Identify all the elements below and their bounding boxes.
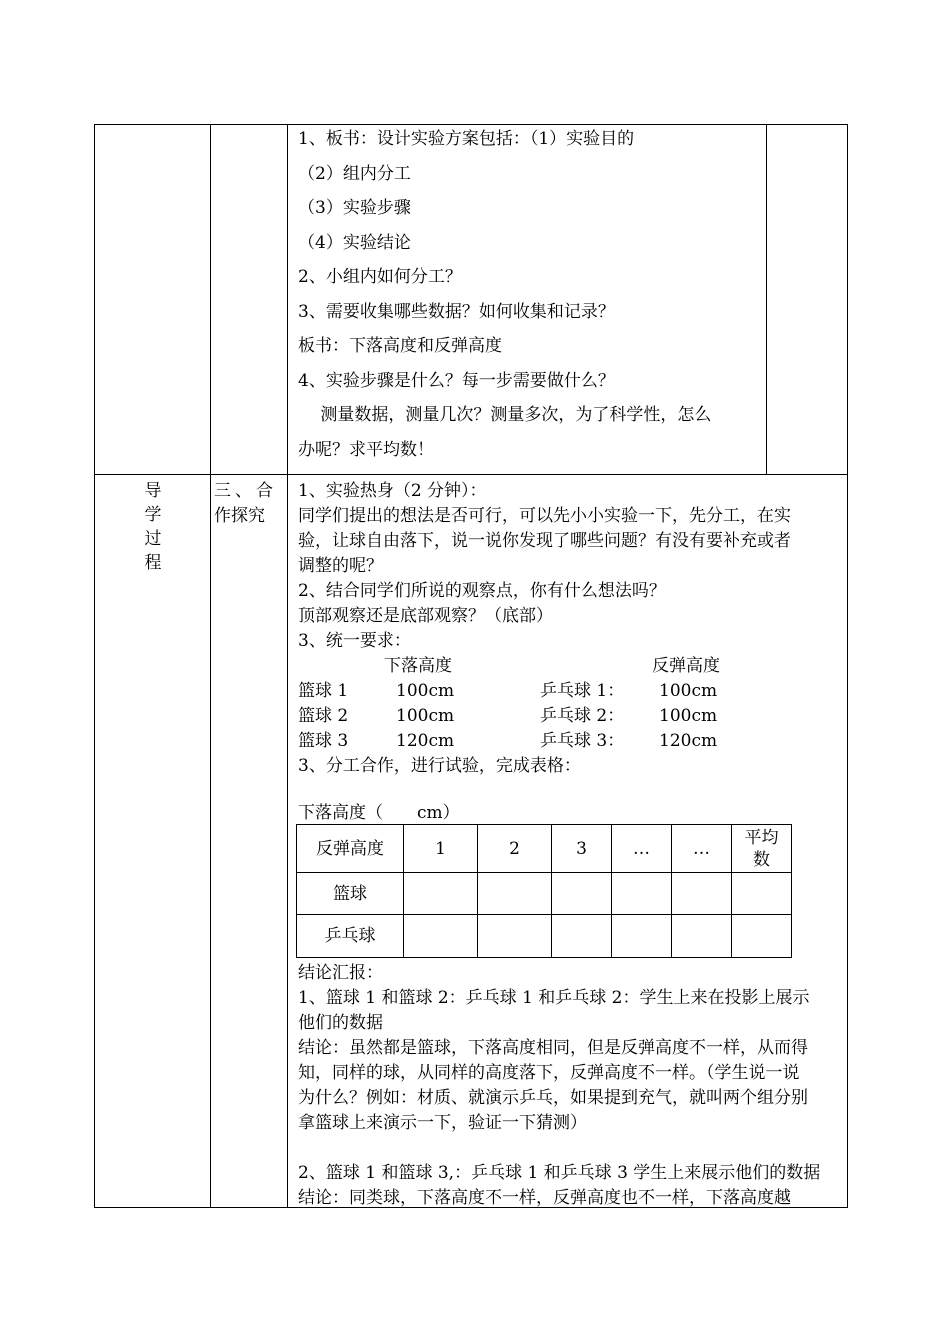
table-border-col3 bbox=[766, 124, 767, 474]
row1-line: 3、需要收集哪些数据？如何收集和记录？ bbox=[298, 301, 615, 322]
req-header-drop: 下落高度 bbox=[384, 656, 452, 676]
req-row-ball: 乒乓球 3： bbox=[540, 731, 625, 751]
table-cell bbox=[478, 873, 552, 915]
req-row-value: 100cm bbox=[396, 706, 455, 726]
average-label: 平均 bbox=[744, 827, 779, 848]
req-row-ball: 乒乓球 1： bbox=[540, 681, 625, 701]
results-table bbox=[296, 824, 792, 958]
intro-line: 1、实验热身（2 分钟）： bbox=[298, 481, 487, 501]
req-header-bounce: 反弹高度 bbox=[652, 656, 720, 676]
drop-height-label: 下落高度（ cm） bbox=[298, 803, 460, 823]
table-cell bbox=[552, 873, 612, 915]
table-cell bbox=[404, 873, 478, 915]
table-cell bbox=[612, 873, 672, 915]
conclusion-line: 结论：虽然都是篮球，下落高度相同，但是反弹高度不一样，从而得 bbox=[298, 1038, 808, 1058]
row1-line: 办呢？求平均数！ bbox=[298, 439, 434, 460]
stage-label-line: 作探究 bbox=[214, 506, 265, 526]
table-border-left bbox=[94, 124, 95, 1208]
section-label-char: 导 bbox=[144, 481, 162, 501]
row1-line: 1、板书：设计实验方案包括：（1）实验目的 bbox=[298, 129, 635, 149]
req-row-value: 120cm bbox=[396, 731, 455, 751]
intro-line: 3、统一要求： bbox=[298, 631, 411, 651]
intro-line: 顶部观察还是底部观察？（底部） bbox=[298, 606, 553, 626]
intro-line: 同学们提出的想法是否可行，可以先小小实验一下，先分工，在实 bbox=[298, 506, 791, 526]
table-cell bbox=[732, 873, 792, 915]
req-row-value: 100cm bbox=[659, 706, 718, 726]
row1-line: 板书：下落高度和反弹高度 bbox=[298, 336, 502, 356]
row2-intro bbox=[298, 479, 843, 654]
row1-line: 2、小组内如何分工？ bbox=[298, 267, 462, 287]
req-row-ball: 篮球 3 bbox=[298, 731, 349, 751]
row1-line: 测量数据，测量几次？测量多次，为了科学性，怎么 bbox=[298, 405, 712, 425]
section-label-char: 程 bbox=[144, 553, 162, 573]
table-cell bbox=[552, 915, 612, 958]
table-header-cell: … bbox=[612, 825, 672, 873]
stage-label bbox=[214, 479, 284, 529]
row1-line: （3）实验步骤 bbox=[298, 198, 411, 218]
conclusion-line bbox=[298, 1136, 843, 1161]
table-cell bbox=[478, 915, 552, 958]
conclusion-line: 拿篮球上来演示一下，验证一下猜测） bbox=[298, 1113, 587, 1133]
average-label: 数 bbox=[753, 849, 770, 870]
conclusion-line: 结论：同类球，下落高度不一样，反弹高度也不一样，下落高度越 bbox=[298, 1188, 791, 1208]
conclusion-line: 为什么？例如：材质、就演示乒乓，如果提到充气，就叫两个组分别 bbox=[298, 1088, 808, 1108]
section-label-guided-process bbox=[138, 479, 168, 575]
table-border-col2 bbox=[287, 124, 288, 1208]
req-row-value: 100cm bbox=[659, 681, 718, 701]
table-header-cell: 1 bbox=[404, 825, 478, 873]
row1-line: 4、实验步骤是什么？每一步需要做什么？ bbox=[298, 370, 615, 391]
table-header-cell-average bbox=[732, 825, 792, 873]
intro-line: 2、结合同学们所说的观察点，你有什么想法吗？ bbox=[298, 581, 666, 601]
req-row-value: 100cm bbox=[396, 681, 455, 701]
table-border-col1 bbox=[210, 124, 211, 1208]
req-row-ball: 乒乓球 2： bbox=[540, 706, 625, 726]
row1-line: （2）组内分工 bbox=[298, 163, 411, 184]
table-cell bbox=[672, 915, 732, 958]
table-cell bbox=[672, 873, 732, 915]
intro-line: 调整的呢？ bbox=[298, 556, 383, 576]
table-cell bbox=[612, 915, 672, 958]
table-header-cell: 反弹高度 bbox=[297, 825, 404, 873]
conclusion-line: 2、篮球 1 和篮球 3,：乒乓球 1 和乒乓球 3 学生上来展示他们的数据 bbox=[298, 1163, 821, 1183]
req-row-value: 120cm bbox=[659, 731, 718, 751]
stage-label-line: 三、合 bbox=[214, 481, 277, 501]
table-border-right bbox=[847, 124, 848, 1208]
conclusion-line: 1、篮球 1 和篮球 2：乒乓球 1 和乒乓球 2：学生上来在投影上展示 bbox=[298, 988, 810, 1008]
table-row bbox=[297, 873, 792, 915]
intro-line: 验，让球自由落下，说一说你发现了哪些问题？有没有要补充或者 bbox=[298, 531, 791, 551]
table-row-label: 篮球 bbox=[297, 873, 404, 915]
table-row-label: 乒乓球 bbox=[297, 915, 404, 958]
req-row-ball: 篮球 2 bbox=[298, 706, 349, 726]
table-cell bbox=[732, 915, 792, 958]
row1-line: （4）实验结论 bbox=[298, 232, 411, 253]
table-header-row bbox=[297, 825, 792, 873]
table-border-top bbox=[94, 124, 848, 125]
table-row bbox=[297, 915, 792, 958]
table-header-cell: 2 bbox=[478, 825, 552, 873]
req-row-ball: 篮球 1 bbox=[298, 681, 349, 701]
section-label-char: 学 bbox=[144, 505, 162, 525]
table-header-cell: 3 bbox=[552, 825, 612, 873]
step3-line: 3、分工合作，进行试验，完成表格： bbox=[298, 756, 581, 776]
table-header-cell: … bbox=[672, 825, 732, 873]
section-label-char: 过 bbox=[144, 529, 162, 549]
conclusion-line: 他们的数据 bbox=[298, 1013, 383, 1033]
conclusion-section bbox=[298, 961, 843, 1211]
row1-content bbox=[298, 127, 763, 472]
conclusion-line: 结论汇报： bbox=[298, 963, 383, 983]
table-border-row-divider bbox=[94, 474, 848, 475]
table-cell bbox=[404, 915, 478, 958]
conclusion-line: 知，同样的球，从同样的高度落下，反弹高度不一样。（学生说一说 bbox=[298, 1063, 800, 1083]
